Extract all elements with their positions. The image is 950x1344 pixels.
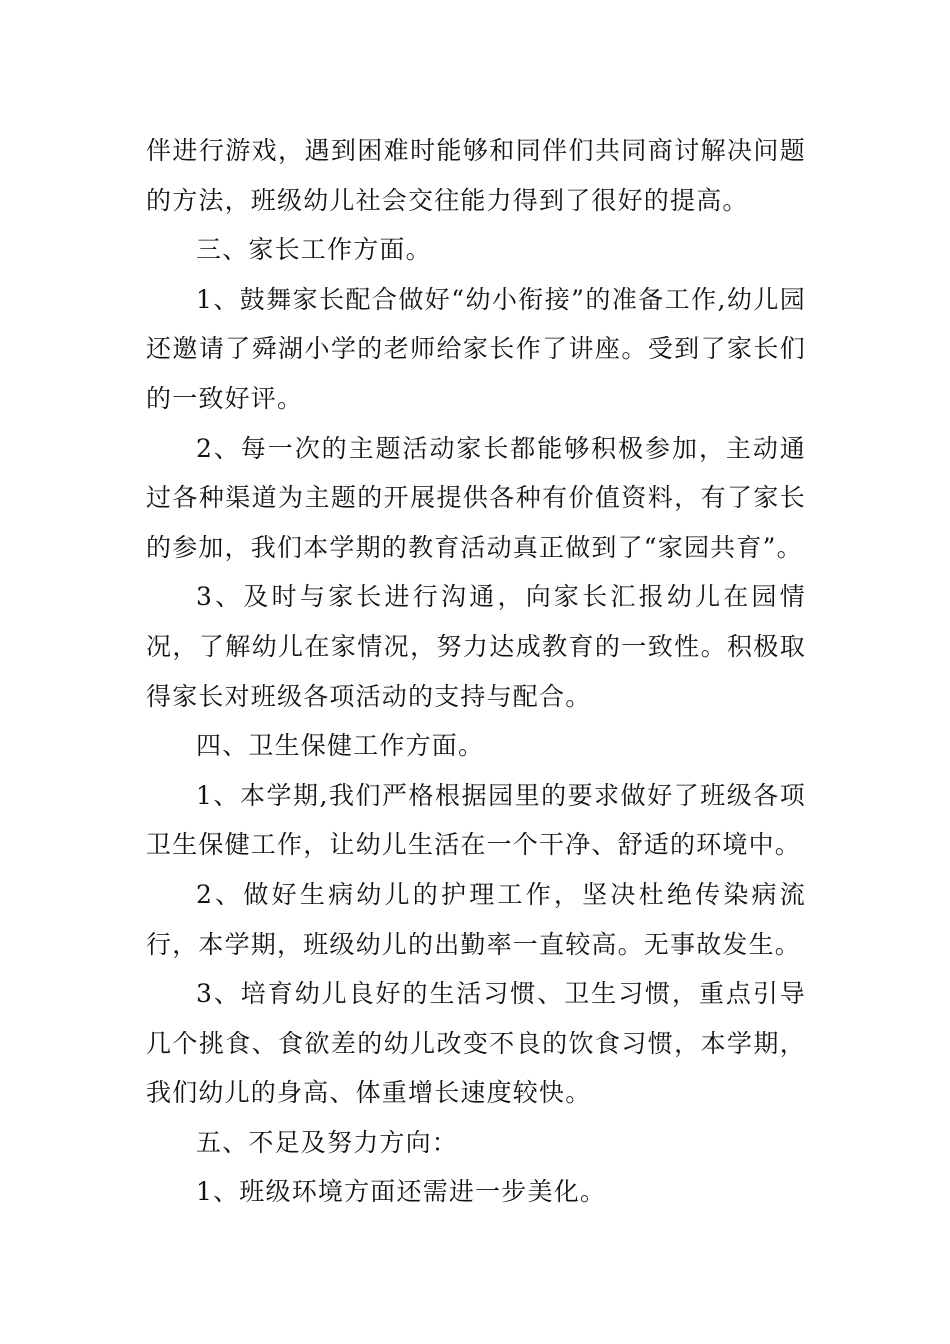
paragraph-health-care-3: 3、培育幼儿良好的生活习惯、卫生习惯，重点引导几个挑食、食欲差的幼儿改变不良的饮食习惯，本学期，我们幼儿的身高、体重增长速度较快。 — [146, 979, 806, 1108]
section-heading-parent-work: 三、家长工作方面。 — [196, 235, 432, 265]
document-body — [146, 126, 806, 1217]
paragraph-parent-work-2: 2、每一次的主题活动家长都能够积极参加，主动通过各种渠道为主题的开展提供各种有价值资料，有了家长的参加，我们本学期的教育活动真正做到了“家园共育”。 — [146, 433, 806, 562]
section-heading-shortcomings: 五、不足及努力方向： — [196, 1127, 459, 1157]
paragraph-health-care-2: 2、做好生病幼儿的护理工作，坚决杜绝传染病流行，本学期，班级幼儿的出勤率一直较高。无事故发生。 — [146, 879, 806, 959]
paragraph-health-care-1: 1、本学期,我们严格根据园里的要求做好了班级各项卫生保健工作，让幼儿生活在一个干净、舒适的环境中。 — [146, 780, 806, 860]
paragraph-parent-work-1: 1、鼓舞家长配合做好“幼小衔接”的准备工作,幼儿园还邀请了舜湖小学的老师给家长作了讲座。受到了家长们的一致好评。 — [146, 284, 806, 413]
paragraph-continuation: 伴进行游戏，遇到困难时能够和同伴们共同商讨解决问题的方法，班级幼儿社会交往能力得到了很好的提高。 — [146, 136, 806, 215]
paragraph-shortcomings-1: 1、班级环境方面还需进一步美化。 — [196, 1177, 607, 1207]
paragraph-parent-work-3: 3、及时与家长进行沟通，向家长汇报幼儿在园情况，了解幼儿在家情况，努力达成教育的一致性。积极取得家长对班级各项活动的支持与配合。 — [146, 582, 806, 711]
section-heading-health-care: 四、卫生保健工作方面。 — [196, 731, 485, 761]
